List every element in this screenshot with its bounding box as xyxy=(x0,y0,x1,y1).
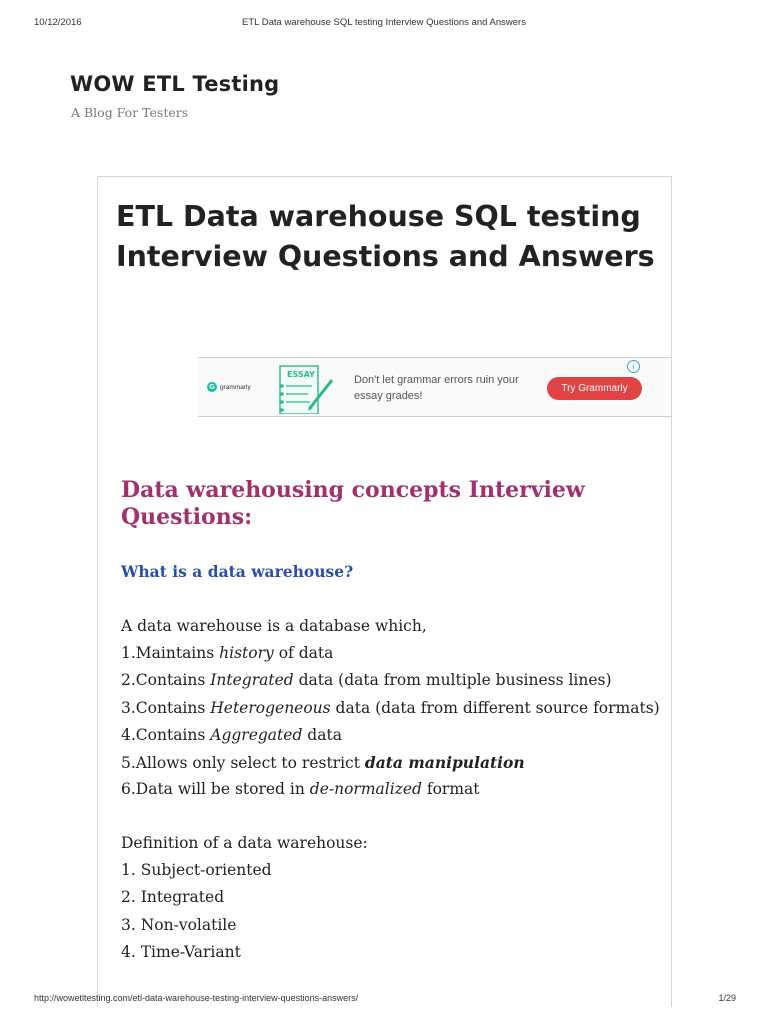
definition-item: 3. Non-volatile xyxy=(121,915,237,934)
section-heading: Data warehousing concepts Interview Questions: xyxy=(121,477,585,530)
question-heading: What is a data warehouse? xyxy=(121,562,354,581)
grammarly-logo-icon: G xyxy=(207,382,217,392)
post-title: ETL Data warehouse SQL testing Interview Questions and Answers xyxy=(116,200,655,273)
definition-item: 4. Time-Variant xyxy=(121,942,241,961)
characteristic-emphasis: data manipulation xyxy=(364,752,525,772)
characteristic-emphasis: de-normalized xyxy=(309,780,422,799)
characteristic-item xyxy=(121,776,651,803)
characteristics-list xyxy=(121,640,660,803)
characteristic-text: 3.Contains xyxy=(121,698,211,717)
characteristic-text: data xyxy=(302,725,342,744)
characteristic-item xyxy=(121,640,651,667)
print-doc-title: ETL Data warehouse SQL testing Interview Questions and Answers xyxy=(242,17,526,28)
definition-intro: Definition of a data warehouse: xyxy=(121,834,368,852)
characteristics-block xyxy=(121,613,660,803)
characteristic-emphasis: Integrated xyxy=(210,671,294,690)
definition-item: 1. Subject-oriented xyxy=(121,861,272,880)
characteristic-text: 4.Contains xyxy=(121,725,211,744)
site-title[interactable]: WOW ETL Testing xyxy=(70,72,280,96)
print-header xyxy=(0,17,768,31)
site-tagline: A Blog For Testers xyxy=(71,105,189,120)
grammarly-brand-text: grammarly xyxy=(220,383,251,391)
print-date: 10/12/2016 xyxy=(34,17,82,28)
characteristic-item xyxy=(121,722,651,749)
characteristic-text: 2.Contains xyxy=(121,671,211,690)
essay-document-icon xyxy=(278,364,338,414)
characteristic-text: of data xyxy=(273,644,334,663)
intro-line: A data warehouse is a database which, xyxy=(121,617,427,635)
characteristic-emphasis: Heterogeneous xyxy=(210,698,331,717)
characteristic-item xyxy=(121,667,651,694)
characteristic-text: 1.Maintains xyxy=(121,644,220,663)
characteristic-emphasis: history xyxy=(219,644,274,663)
ad-message: Don't let grammar errors ruin your essay grades! xyxy=(354,374,519,402)
characteristic-text: format xyxy=(421,780,480,799)
print-footer xyxy=(0,993,768,1007)
try-grammarly-button[interactable]: Try Grammarly xyxy=(547,377,642,400)
characteristic-text: data (data from different source formats) xyxy=(330,698,660,717)
characteristic-emphasis: Aggregated xyxy=(210,725,303,744)
ad-info-icon[interactable]: i xyxy=(627,360,640,373)
definition-block xyxy=(121,830,651,966)
characteristic-text: 5.Allows only select to restrict xyxy=(121,753,365,772)
print-page-number: 1/29 xyxy=(718,993,736,1003)
characteristic-text: data (data from multiple business lines) xyxy=(293,671,612,690)
grammarly-logo xyxy=(207,382,251,392)
post-card xyxy=(97,176,672,1007)
characteristic-item xyxy=(121,749,651,776)
ad-banner[interactable] xyxy=(198,357,671,417)
essay-label: ESSAY xyxy=(287,370,315,379)
print-url[interactable]: http://wowetltesting.com/etl-data-warehouse-testing-interview-questions-answers/ xyxy=(34,993,359,1003)
definition-item: 2. Integrated xyxy=(121,888,225,907)
characteristic-item xyxy=(121,695,660,722)
characteristic-text: 6.Data will be stored in xyxy=(121,780,310,799)
